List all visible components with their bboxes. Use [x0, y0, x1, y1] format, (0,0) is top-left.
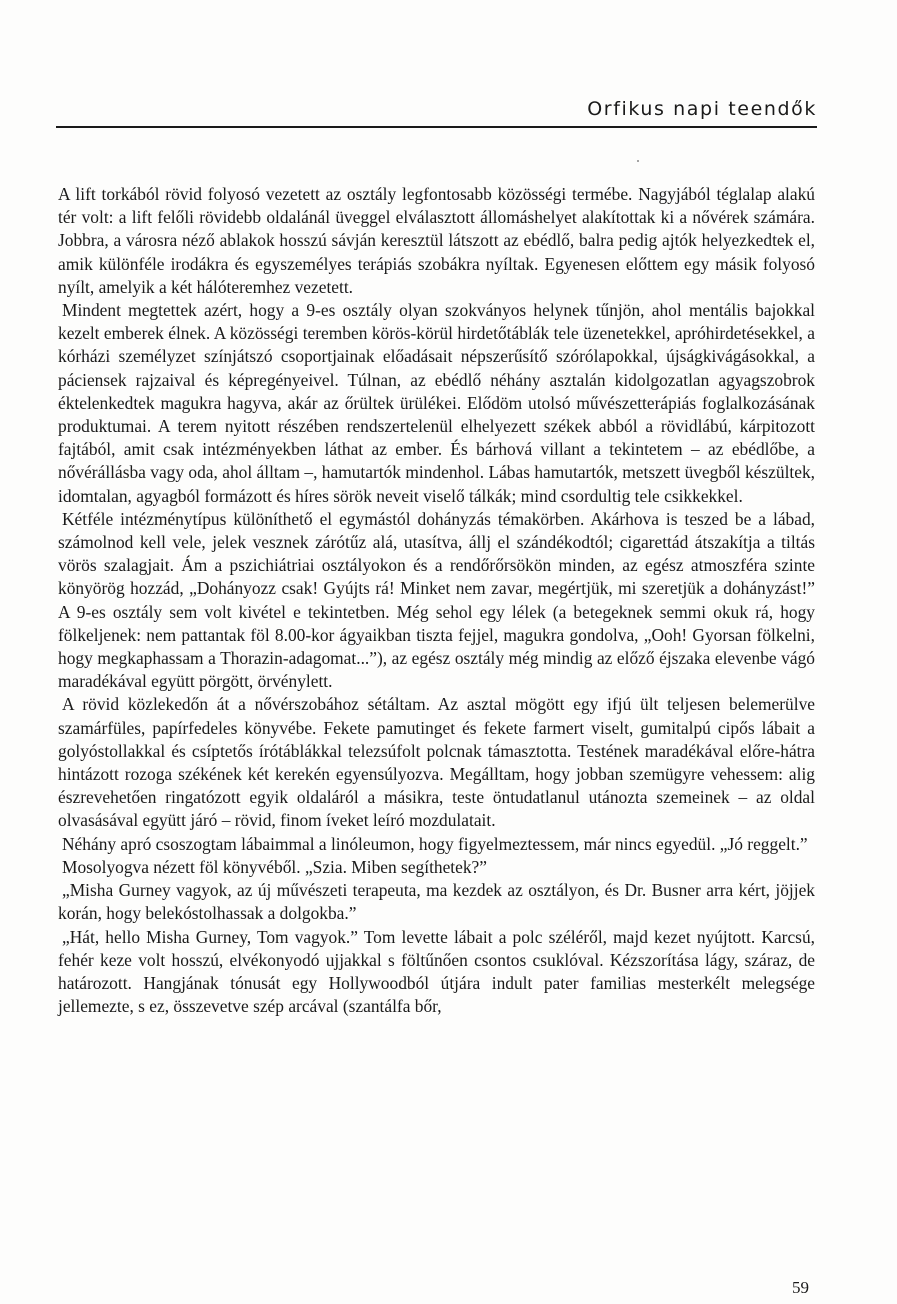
paragraph-2: Mindent megtettek azért, hogy a 9-es osztály olyan szokványos helynek tűnjön, ahol mentális bajokkal kezelt emberek élnek. A közösségi teremben körös-körül hirdetőtáblák tele üzenetekkel, apróhirdetésekkel, a kórházi személyzet színjátszó csoportjainak előadásait népszerűsítő szórólapokkal, újságkivágásokkal, a páciensek rajzaival és képregényeivel. Túlnan, az ebédlő néhány asztalán kidolgozatlan agyagszobrok éktelenkedtek magukra hagyva, akár az őrültek ürülékei. Elődöm utolsó művészetterápiás foglalkozásának produktumai. A terem nyitott részében rendszertelenül elhelyezett székek abból a rövidlábú, kárpitozott fajtából, amit csak intézményekben láthat az ember. És bárhová villant a tekintetem – az ebédlőbe, a nővérállásba vagy oda, ahol álltam –, hamutartók mindenhol. Lábas hamutartók, metszett üvegből készültek, idomtalan, agyagból formázott és híres sörök neveit viselő tálkák; mind csordultig tele csikkekkel.	[58, 300, 815, 506]
paragraph-1: A lift torkából rövid folyosó vezetett az osztály legfontosabb közösségi termébe. Nagyjából téglalap alakú tér volt: a lift felőli rövidebb oldalánál üveggel elválasztott állomáshelyet alakítottak ki a nővérek számára. Jobbra, a városra néző ablakok hosszú sávján keresztül látszott az ebédlő, balra pedig ajtók helyezkedtek el, amik különféle irodákra és egyszemélyes terápiás szobákra nyíltak. Egyenesen előttem egy másik folyosó nyílt, amelyik a két hálóteremhez vezetett.	[58, 184, 815, 297]
paragraph-5: Néhány apró csoszogtam lábaimmal a linóleumon, hogy figyelmeztessem, már nincs egyedül. „Jó reggelt.”	[62, 833, 808, 854]
paragraph-3: Kétféle intézménytípus különíthető el egymástól dohányzás témakörben. Akárhova is teszed be a lábad, számolnod kell vele, jelek vesznek zárótűz alá, utasítva, állj el szándékodtól; cigarettád átszakítja a tiltás vörös szalagjait. Ám a pszichiátriai osztályokon és a rendőrőrsökön minden, az egész atmoszféra szinte könyörög hozzád, „Dohányozz csak! Gyújts rá! Minket nem zavar, megértjük, mi szeretjük a dohányzást!” A 9-es osztály sem volt kivétel e tekintetben. Még sehol egy lélek (a betegeknek semmi okuk rá, hogy fölkeljenek: nem pattantak föl 8.00-kor ágyaikban tiszta fejjel, magukra gondolva, „Ooh! Gyorsan fölkelni, hogy megkaphassam a Thorazin-adagomat...”), az egész osztály még mindig az előző éjszaka elevenbe vágó maradékával együtt pörgött, örvénylett.	[58, 508, 815, 692]
paragraph-7: „Misha Gurney vagyok, az új művészeti terapeuta, ma kezdek az osztályon, és Dr. Busner arra kért, jöjjek korán, hogy belekóstolhassak a dolgokba.”	[58, 880, 815, 924]
print-speck	[637, 160, 639, 162]
paragraph-8: „Hát, hello Misha Gurney, Tom vagyok.” Tom levette lábait a polc széléről, majd kezet nyújtott. Karcsú, fehér keze volt hosszú, elvékonyodó ujjakkal s föltűnően csontos csuklóval. Kézszorítása lágy, száraz, de határozott. Hangjának tónusát egy Hollywoodból útjára indult pater familias mesterkélt melegsége jellemezte, s ez, összevetve szép arcával (szantálfa bőr,	[58, 926, 815, 1017]
page-number: 59	[792, 1278, 809, 1297]
running-header-title: Orfikus napi teendők	[587, 98, 817, 120]
paragraph-4: A rövid közlekedőn át a nővérszobához sétáltam. Az asztal mögött egy ifjú ült teljesen belemerülve szamárfüles, papírfedeles könyvébe. Fekete pamutinget és fekete farmert viselt, gumitalpú cipős lábait a golyóstollakkal és csíptetős írótáblákkal telezsúfolt polcnak támasztotta. Testének maradékával előre-hátra hintázott rozoga székének két kerekén egyensúlyozva. Megálltam, hogy jobban szemügyre vehessem: alig észrevehetően ringatózott egyik oldaláról a másikra, teste öntudatlanul utánozta szemeinek – az oldal olvasásával együtt járó – rövid, finom íveket leíró mozdulatait.	[58, 694, 815, 831]
body-text	[58, 183, 815, 1018]
header-rule	[56, 126, 817, 128]
paragraph-6: Mosolyogva nézett föl könyvéből. „Szia. Miben segíthetek?”	[62, 856, 487, 877]
